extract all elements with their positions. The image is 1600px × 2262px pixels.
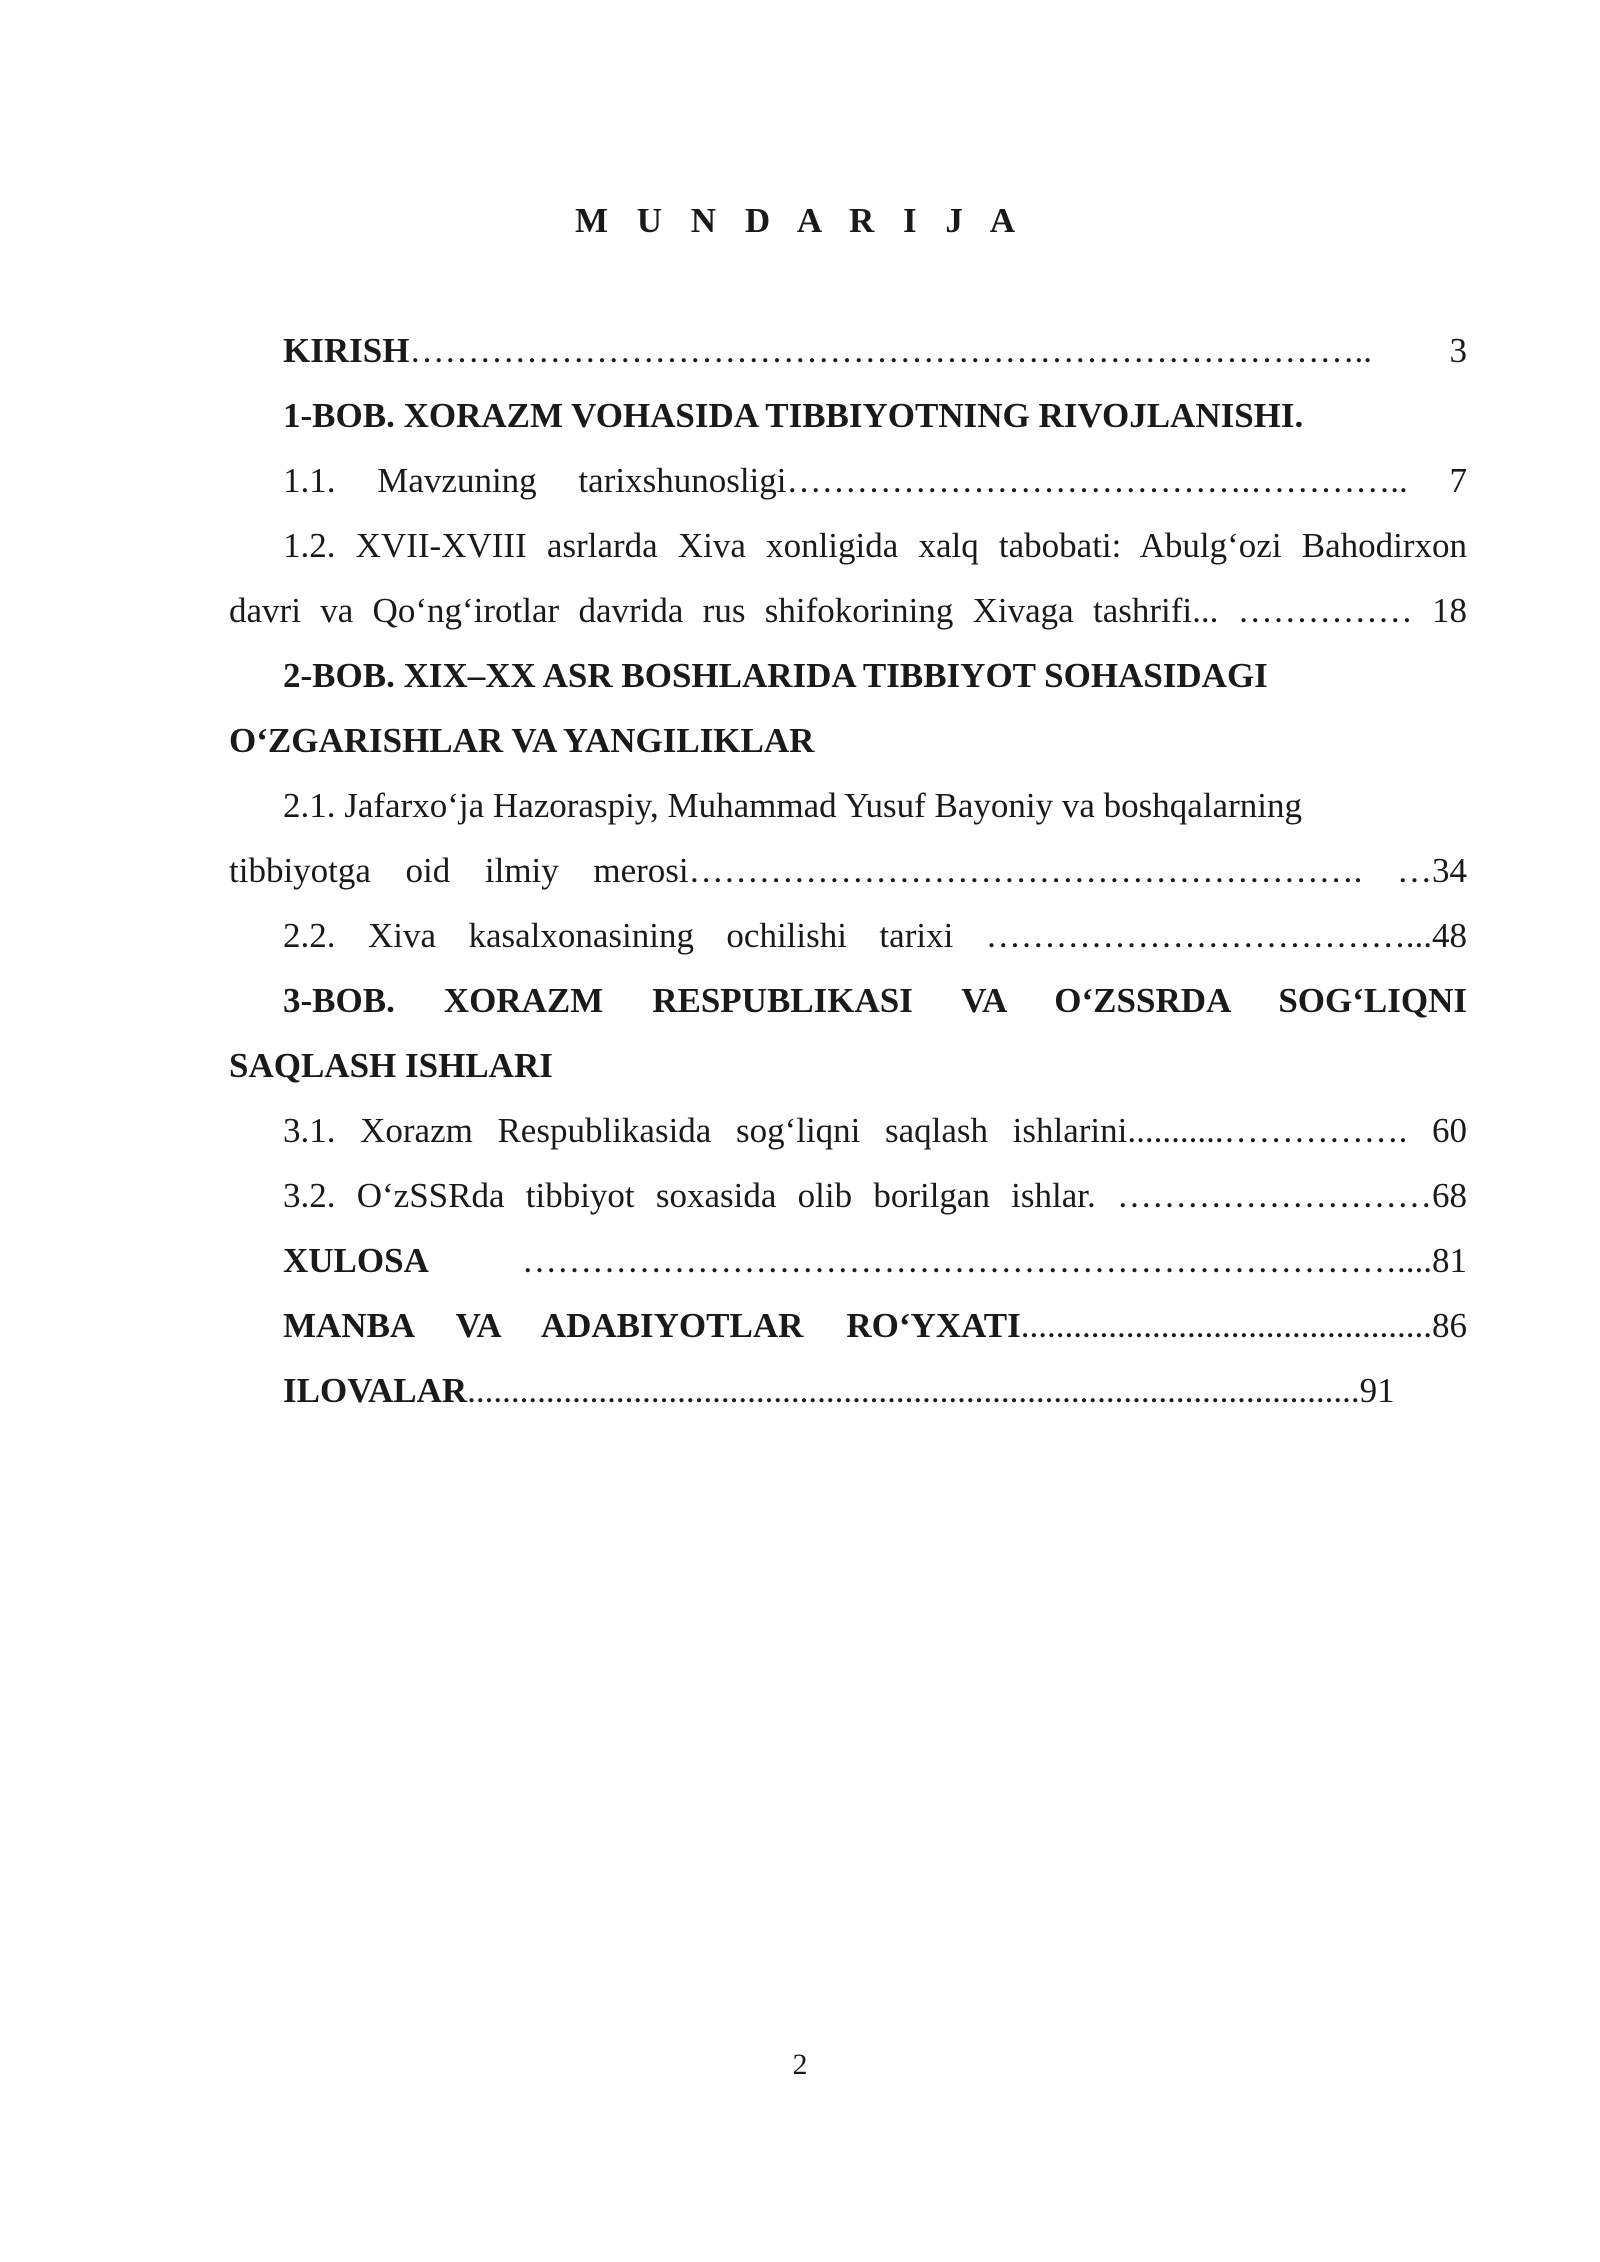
toc-leader: ……………………………………………………………………….. <box>409 331 1450 370</box>
page-number: 2 <box>792 2048 808 2081</box>
toc-page: 60 <box>1432 1111 1468 1150</box>
toc-leader: ...........……………. <box>1127 1111 1433 1150</box>
toc-chapter-3-heading-line1: 3-BOB. XORAZM RESPUBLIKASI VA O‘ZSSRDA SOG‘LIQNI <box>283 981 1467 1020</box>
toc-label: ILOVALAR <box>283 1371 468 1410</box>
toc-entry-xulosa <box>229 1228 1467 1293</box>
toc-entry-manba <box>229 1293 1467 1358</box>
toc-entry-3-2 <box>229 1163 1467 1228</box>
toc-label: XULOSA <box>283 1241 522 1280</box>
toc-page: 86 <box>1432 1306 1467 1345</box>
toc-leader: …………………………………………………. … <box>688 851 1432 890</box>
toc-entry-ilovalar <box>229 1358 1467 1423</box>
toc-page: 3 <box>1449 331 1467 370</box>
toc-leader: ……………………… <box>1117 1176 1432 1215</box>
toc-page: 34 <box>1432 851 1467 890</box>
toc-label: MANBA VA ADABIYOTLAR RO‘YXATI <box>283 1306 1021 1345</box>
toc-entry-2-1-line2 <box>229 838 1467 903</box>
page-title: M U N D A R I J A <box>574 201 1026 240</box>
toc-page: 7 <box>1449 461 1468 500</box>
toc-leader: ............................................... <box>1020 1306 1432 1345</box>
toc-label: KIRISH <box>283 331 410 370</box>
toc-entry-2-1-line1: 2.1. Jafarxo‘ja Hazoraspiy, Muhammad Yusuf Bayoniy va boshqalarning <box>283 786 1302 825</box>
toc-label: 1.1. Mavzuning tarixshunosligi <box>283 461 787 500</box>
toc-entry-3-1 <box>229 1098 1467 1163</box>
toc-page: 48 <box>1432 916 1467 955</box>
toc-page: 81 <box>1432 1241 1467 1280</box>
toc-label: 3.1. Xorazm Respublikasida sog‘liqni saqlash ishlarini <box>283 1111 1128 1150</box>
toc-entry-1-2-line1: 1.2. XVII-XVIII asrlarda Xiva xonligida xalq tabobati: Abulg‘ozi Bahodirxon <box>283 526 1467 565</box>
toc-chapter-3-heading-line2: SAQLASH ISHLARI <box>229 1046 553 1085</box>
toc-page: 18 <box>1432 591 1467 630</box>
toc-entry-kirish <box>229 318 1467 383</box>
toc-chapter-2-heading-line2: O‘ZGARISHLAR VA YANGILIKLAR <box>229 721 815 760</box>
toc-page: 68 <box>1432 1176 1467 1215</box>
toc-entry-2-2 <box>229 903 1467 968</box>
toc-leader: ………………………………….………….. <box>786 461 1450 500</box>
toc-chapter-2-heading-line1: 2-BOB. XIX–XX ASR BOSHLARIDA TIBBIYOT SOHASIDAGI <box>283 656 1268 695</box>
toc-label: davri va Qo‘ng‘irotlar davrida rus shifokorining Xivaga tashrifi... <box>229 591 1238 630</box>
toc-entry-1-2-line2 <box>229 578 1467 643</box>
toc-leader: ...................................................................................................... <box>467 1371 1360 1410</box>
toc-chapter-1-heading: 1-BOB. XORAZM VOHASIDA TIBBIYOTNING RIVOJLANISHI. <box>283 396 1304 435</box>
toc-leader: ………………………………………………………………….... <box>522 1241 1432 1280</box>
toc-label: tibbiyotga oid ilmiy merosi <box>229 851 689 890</box>
toc-leader: …………… <box>1237 591 1432 630</box>
toc-entry-1-1 <box>229 448 1467 513</box>
toc-label: 3.2. O‘zSSRda tibbiyot soxasida olib borilgan ishlar. <box>283 1176 1117 1215</box>
toc-page: 91 <box>1359 1371 1395 1410</box>
toc-leader: ………………………………... <box>985 916 1432 955</box>
toc-label: 2.2. Xiva kasalxonasining ochilishi tarixi <box>283 916 986 955</box>
table-of-contents <box>229 318 1467 1423</box>
